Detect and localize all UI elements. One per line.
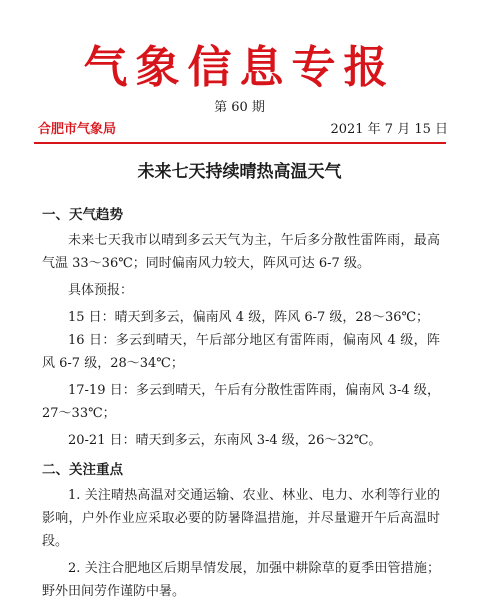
paragraph: 未来七天我市以晴到多云天气为主，午后多分散性雷阵雨，最高气温 33～36℃；同时偏南风力较大，阵风可达 6-7 级。 xyxy=(42,233,440,271)
issue-number: 第 60 期 xyxy=(214,100,265,115)
meta-row xyxy=(28,121,448,139)
section-heading-focus: 二、关注重点 xyxy=(42,462,123,478)
paragraph: 1. 关注晴热高温对交通运输、农业、林业、电力、水利等行业的影响，户外作业应采取必要的防暑降温措施，并尽量避开午后高温时段。 xyxy=(42,488,440,549)
forecast-line: 20-21 日：晴天到多云，东南风 3-4 级，26～32℃。 xyxy=(68,433,382,448)
paragraph: 具体预报： xyxy=(68,283,134,298)
issuing-agency: 合肥市气象局 xyxy=(38,122,117,137)
header-divider xyxy=(34,142,446,144)
issue-date: 2021 年 7 月 15 日 xyxy=(330,122,448,137)
document-body xyxy=(42,201,440,603)
forecast-line: 15 日：晴天到多云，偏南风 4 级，阵风 6-7 级，28～36℃； xyxy=(68,310,430,325)
forecast-line: 16 日：多云到晴天，午后部分地区有雷阵雨，偏南风 4 级，阵风 6-7 级，28～34℃； xyxy=(42,333,440,371)
masthead-title: 气象信息专报 xyxy=(83,42,396,93)
forecast-line: 17-19 日：多云到晴天，午后有分散性雷阵雨，偏南风 3-4 级，27～33℃； xyxy=(42,383,440,421)
document-title: 未来七天持续晴热高温天气 xyxy=(137,162,342,182)
section-heading-trend: 一、天气趋势 xyxy=(42,207,123,223)
paragraph: 2. 关注合肥地区后期旱情发展，加强中耕除草的夏季田管措施；野外田间劳作谨防中暑。 xyxy=(42,561,440,599)
